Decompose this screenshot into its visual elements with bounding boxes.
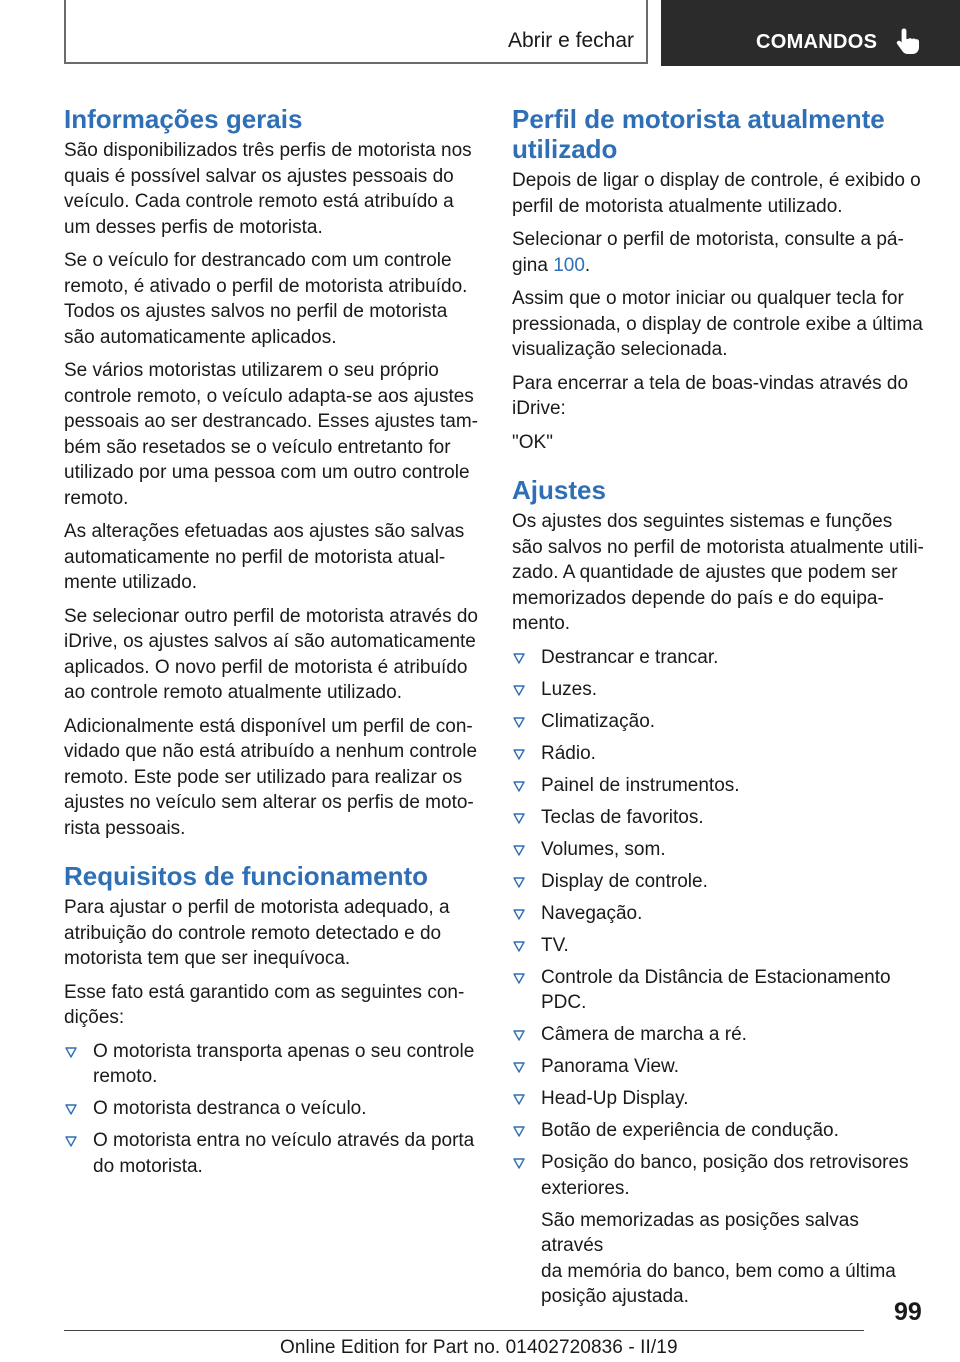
chapter-tab[interactable] [661,0,960,66]
footer-edition: Online Edition for Part no. 01402720836 - II/19 [280,1337,678,1358]
paragraph: Depois de ligar o display de controle, é exibido o perfil de motorista atualmente utilizado. [512,170,921,217]
list-item: Câmera de marcha a ré. [512,1022,926,1048]
paragraph: Os ajustes dos seguintes sistemas e funções são salvos no perfil de motorista atualmente utili‐ zado. A quantidade de ajustes que podem ser memorizados depende do país e do equipa‐ mento. [512,511,924,634]
triangle-bullet-icon [513,973,525,984]
page-number: 99 [894,1298,922,1326]
list-item: Climatização. [512,709,926,735]
settings-list [512,645,926,1202]
paragraph: Para encerrar a tela de boas-vindas através do iDrive: [512,372,909,419]
list-item: Luzes. [512,677,926,703]
heading-general-info: Informações gerais [64,104,303,134]
triangle-bullet-icon [65,1104,77,1115]
list-item: Controle da Distância de Estacionamento PDC. [512,965,926,1016]
triangle-bullet-icon [513,1094,525,1105]
triangle-bullet-icon [513,845,525,856]
note-text: São memorizadas as posições salvas através da memória do banco, bem como a última posição ajustada. [541,1209,896,1307]
heading-settings: Ajustes [512,475,606,505]
paragraph: Assim que o motor iniciar ou qualquer tecla for pressionada, o display de controle exibe a última visualização selecionada. [512,288,923,360]
list-item: Navegação. [512,901,926,927]
right-column [512,100,926,1310]
paragraph: Se selecionar outro perfil de motorista através do iDrive, os ajustes salvos aí são automaticamente aplicados. O novo perfil de motorista é atribuído ao controle remoto atualmente utilizado. [64,605,478,703]
requirements-list [64,1039,478,1180]
list-item: Botão de experiência de condução. [512,1118,926,1144]
triangle-bullet-icon [513,749,525,760]
page-reference-link[interactable]: 100 [553,254,585,276]
paragraph: Se vários motoristas utilizarem o seu próprio controle remoto, o veículo adapta-se aos ajustes pessoais ao ser destrancado. Esses ajustes tam‐ bém são resetados se o veículo entretanto for utilizado por uma pessoa com um outro controle remoto. [64,360,478,509]
paragraph: As alterações efetuadas aos ajustes são salvas automaticamente no perfil de motorista atual‐ mente utilizado. [64,521,465,593]
paragraph: Adicionalmente está disponível um perfil de con‐ vidado que não está atribuído a nenhum controle remoto. Este pode ser utilizado para realizar os ajustes no veículo sem alterar os perfis de moto‐ rista pessoais. [64,715,478,839]
triangle-bullet-icon [513,1158,525,1169]
triangle-bullet-icon [513,685,525,696]
chapter-title: COMANDOS [756,31,878,53]
ok-label: "OK" [512,431,553,453]
list-item: Posição do banco, posição dos retrovisores exteriores. [512,1150,926,1201]
triangle-bullet-icon [513,1062,525,1073]
list-item: TV. [512,933,926,959]
triangle-bullet-icon [513,717,525,728]
list-item: O motorista transporta apenas o seu controle remoto. [64,1039,478,1090]
heading-current-profile: Perfil de motorista atualmente utilizado [512,104,885,164]
triangle-bullet-icon [65,1047,77,1058]
triangle-bullet-icon [513,781,525,792]
heading-requirements: Requisitos de funcionamento [64,861,429,891]
paragraph: Para ajustar o perfil de motorista adequado, a atribuição do controle remoto detectado e do motorista tem que ser inequívoca. [64,897,450,969]
paragraph: Se o veículo for destrancado com um controle remoto, é ativado o perfil de motorista atribuído. Todos os ajustes salvos no perfil de motorista são automaticamente aplicados. [64,250,468,348]
list-item: Destrancar e trancar. [512,645,926,671]
paragraph: Esse fato está garantido com as seguintes con‐ dições: [64,981,465,1028]
list-item: Rádio. [512,741,926,767]
triangle-bullet-icon [513,1126,525,1137]
list-item: Display de controle. [512,869,926,895]
paragraph: São disponibilizados três perfis de motorista nos quais é possível salvar os ajustes pessoais do veículo. Cada controle remoto está atribuído a um desses perfis de motorista. [64,140,472,238]
paragraph: Selecionar o perfil de motorista, consulte a pá‐ gina 100. [512,229,904,276]
footer-divider [64,1330,864,1331]
triangle-bullet-icon [513,941,525,952]
hand-pointer-icon [895,27,921,55]
list-item: Volumes, som. [512,837,926,863]
triangle-bullet-icon [513,1030,525,1041]
header-frame [64,0,648,64]
triangle-bullet-icon [65,1136,77,1147]
triangle-bullet-icon [513,909,525,920]
section-title: Abrir e fechar [507,29,634,52]
list-item: O motorista destranca o veículo. [64,1096,478,1122]
list-item: Painel de instrumentos. [512,773,926,799]
list-item: Teclas de favoritos. [512,805,926,831]
triangle-bullet-icon [513,813,525,824]
triangle-bullet-icon [513,653,525,664]
list-item: O motorista entra no veículo através da porta do motorista. [64,1128,478,1179]
triangle-bullet-icon [513,877,525,888]
list-item: Head-Up Display. [512,1086,926,1112]
left-column [64,100,478,1186]
list-item: Panorama View. [512,1054,926,1080]
